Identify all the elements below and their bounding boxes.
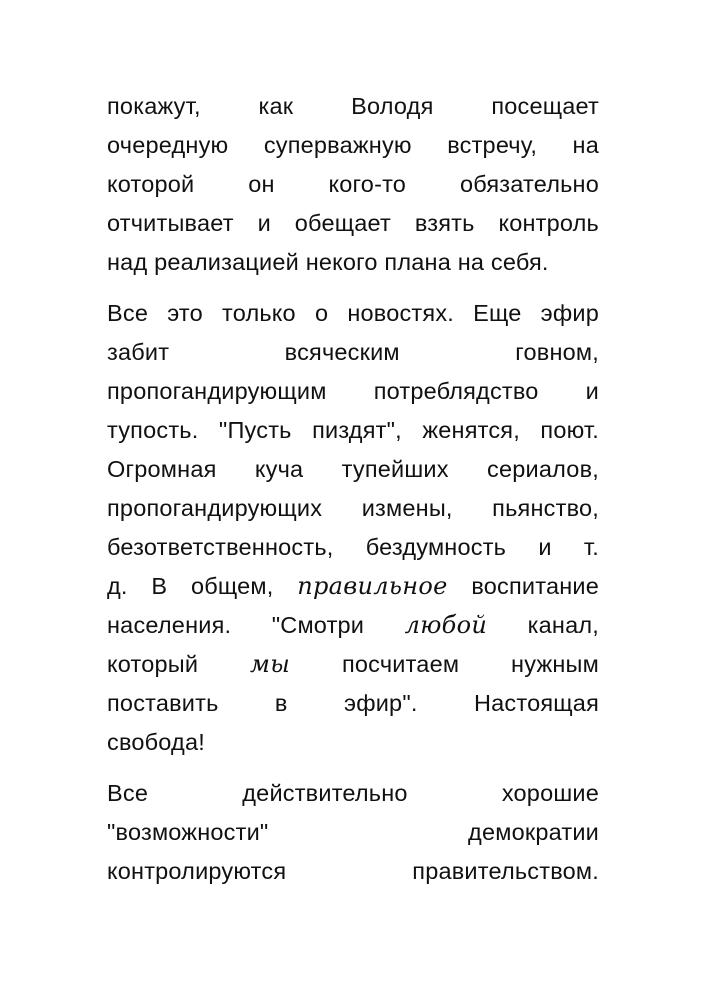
text-line: Все это только о новостях. Еще эфир bbox=[107, 300, 599, 326]
text-run: д. В общем, bbox=[107, 573, 298, 599]
text-line: пропогандирующих измены, пьянство, bbox=[107, 495, 599, 521]
paragraph-3 bbox=[107, 774, 599, 891]
text-line: над реализацией некого плана на себя. bbox=[107, 249, 549, 275]
document-body bbox=[107, 87, 599, 903]
text-run: канал, bbox=[487, 612, 599, 638]
text-line: пропогандирующим потреблядство и bbox=[107, 378, 599, 404]
text-run: воспитание bbox=[447, 573, 599, 599]
italic-emphasis: мы bbox=[250, 650, 291, 678]
italic-emphasis: правильное bbox=[297, 572, 448, 600]
text-line: тупость. "Пусть пиздят", женятся, поют. bbox=[107, 417, 599, 443]
text-line: "возможности" демократии bbox=[107, 819, 599, 845]
text-line: отчитывает и обещает взять контроль bbox=[107, 210, 599, 236]
text-line: безответственность, бездумность и т. bbox=[107, 534, 599, 560]
text-run: который bbox=[107, 651, 251, 677]
text-line: забит всяческим говном, bbox=[107, 339, 599, 365]
text-line bbox=[107, 567, 599, 606]
text-line: поставить в эфир". Настоящая bbox=[107, 690, 599, 716]
text-line: свобода! bbox=[107, 729, 205, 755]
paragraph-2 bbox=[107, 294, 599, 762]
italic-emphasis: любой bbox=[404, 611, 488, 639]
text-run: населения. "Смотри bbox=[107, 612, 405, 638]
text-run: посчитаем нужным bbox=[290, 651, 599, 677]
text-line: контролируются правительством. bbox=[107, 858, 599, 884]
text-line: Огромная куча тупейших сериалов, bbox=[107, 456, 599, 482]
text-line: покажут, как Володя посещает bbox=[107, 93, 599, 119]
text-line bbox=[107, 645, 599, 684]
text-line: очередную суперважную встречу, на bbox=[107, 132, 599, 158]
text-line: Все действительно хорошие bbox=[107, 780, 599, 806]
text-line: которой он кого-то обязательно bbox=[107, 171, 599, 197]
text-line bbox=[107, 606, 599, 645]
paragraph-1 bbox=[107, 87, 599, 282]
